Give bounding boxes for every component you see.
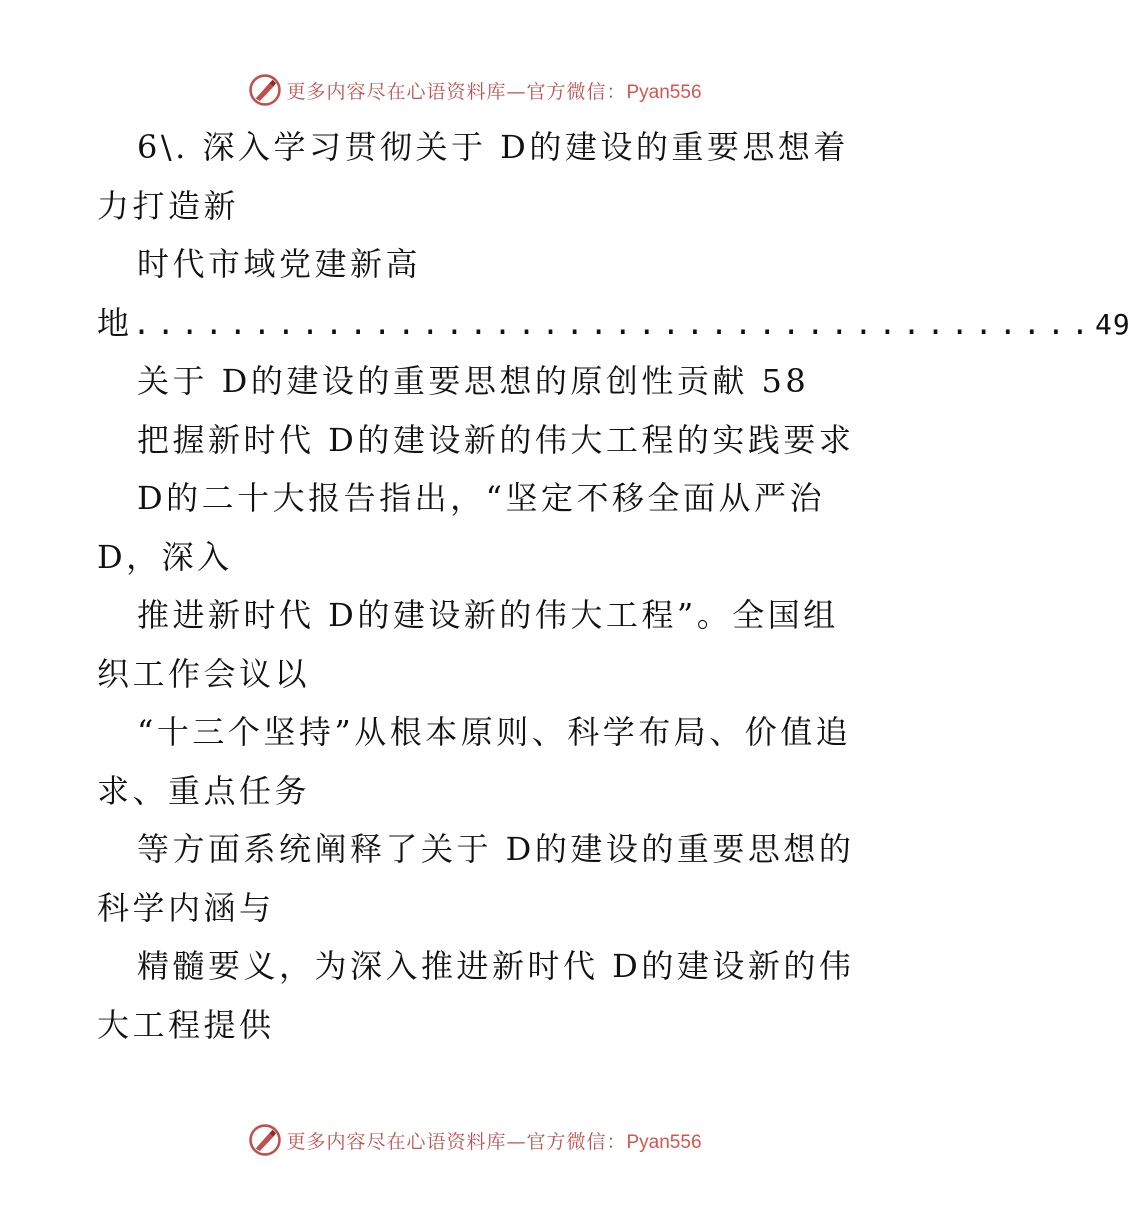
paragraph-line: 大工程提供 xyxy=(97,1005,275,1044)
paragraph-line: 织工作会议以 xyxy=(97,654,311,693)
footer-watermark xyxy=(0,1120,950,1160)
paragraph-line: 精髓要义，为深入推进新时代 D的建设新的伟 xyxy=(137,947,855,985)
toc-entry-title-line-2: 力打造新 xyxy=(97,186,240,225)
toc-leader-dots: ........................................ xyxy=(132,306,1095,342)
section-heading: 把握新时代 D的建设新的伟大工程的实践要求 xyxy=(137,420,855,459)
paragraph-line: 等方面系统阐释了关于 D的建设的重要思想的 xyxy=(137,830,855,868)
toc-entry-title-line-3: 时代市域党建新高 xyxy=(137,245,422,283)
pen-logo-icon xyxy=(248,1123,282,1157)
watermark-text: 更多内容尽在心语资料库—官方微信：Pyan556 xyxy=(286,1130,702,1153)
paragraph-line: D的二十大报告指出，“坚定不移全面从严治 xyxy=(137,479,826,517)
toc-entry-leader-line xyxy=(97,294,1131,353)
toc-entry-title-end: 地 xyxy=(97,303,133,342)
paragraph-line: 科学内涵与 xyxy=(97,888,275,927)
toc-entry-line: 关于 D的建设的重要思想的原创性贡献 58 xyxy=(137,362,810,400)
toc-page-number: 49 xyxy=(1094,307,1131,341)
header-watermark xyxy=(0,70,950,110)
paragraph-line: D，深入 xyxy=(97,537,233,576)
toc-entry-title-line-1: 6\. 深入学习贯彻关于 D的建设的重要思想着 xyxy=(137,128,849,166)
document-body xyxy=(97,118,1131,1054)
paragraph-line: 求、重点任务 xyxy=(97,771,311,810)
pen-logo-icon xyxy=(248,73,282,107)
paragraph-line: 推进新时代 D的建设新的伟大工程”。全国组 xyxy=(137,596,839,634)
watermark-text: 更多内容尽在心语资料库—官方微信：Pyan556 xyxy=(286,80,702,103)
paragraph-line: “十三个坚持”从根本原则、科学布局、价值追 xyxy=(137,713,852,751)
